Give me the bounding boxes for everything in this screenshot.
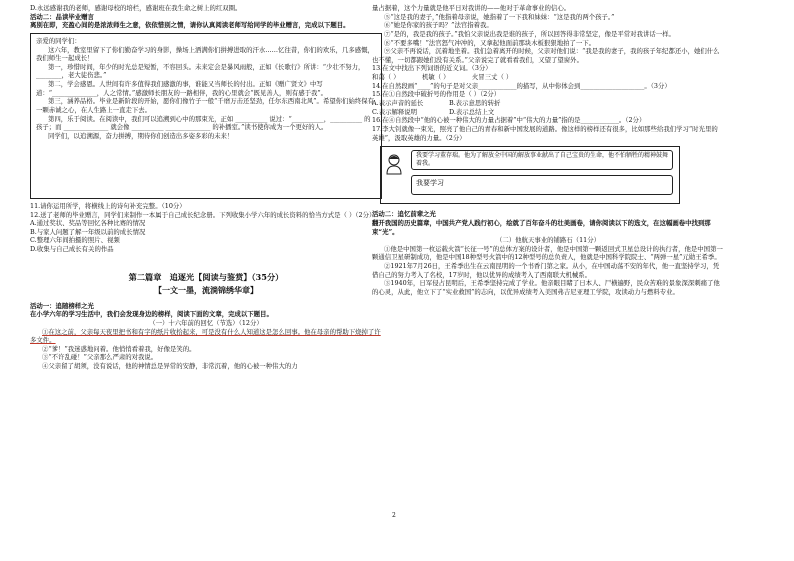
passage1-title: （一）十六年前的回忆（节选）（12分） (149, 318, 263, 327)
passage1-cont: 量占据着，这个力量就是他平日对我讲的——他对于革命事业的信心。 (372, 4, 571, 12)
activity1-title: 活动一：追随榜样之光 (30, 301, 94, 310)
answer-speech-bubble[interactable] (411, 175, 673, 195)
chapter-subtitle: 【一文一墨，流淌锦绣华章】 (154, 284, 258, 295)
passage1-para-1 (30, 328, 382, 345)
question-13: 13.在文中找出下列词语的近义词。（3分） (372, 64, 492, 73)
passage1-para-2: ②“爹！”我迷惑地问着。他悄悄看着我，好像是笑的。 (42, 344, 196, 353)
message-para-4: 第三，涵养品格。毕业是新阶段的开始，愿你们像竹子一般“千磨万击还坚劲，任尔东西南北风”。希望你们始终保有一颗赤诚之心，在人生路上一直走下去。 (36, 97, 375, 115)
hero-answer-box (380, 146, 680, 204)
passage2-para-3: ③1940年，日军侵占昆明后，王希季坚持完成了学业。他亲眼目睹了日本人、尸横遍野，民众苦难的景象深深刺痛了他的心灵，从此，他立下了“实业救国”的志向，以优异成绩考入美国弗吉尼亚理工学院，攻读动力与燃料专业。 (372, 279, 720, 297)
activity2-intro: 离别在即，充盈心间的是浓浓师生之意，依依惜别之情，请你认真阅读老师写给同学的毕业赠言，完成以下题目。 (30, 21, 350, 30)
message-para-3: 第二，学会感恩。人世间有许多值得我们感激的事，谁能又当师长的付出。正如《赠广贤文》中写道：“______________，人之常情。”感激师长朋友的一路相伴，我的心里就会“既见善人，则有感于我”。 (36, 80, 328, 97)
passage2-title: （二）他航天事业的铺路石（11分） (496, 236, 600, 245)
passage1-para-3: ③“不许乱碰！”父亲那么严肃的对我说。 (42, 353, 158, 362)
left-column (30, 4, 382, 371)
chapter-title: 第二篇章 追逐光【阅读与鉴赏】（35分） (128, 271, 284, 282)
passage1-para-5: ⑤“这是我的妻子，”他指着母亲说，她指着了一下我和妹妹：“这是我的两个孩子。” (384, 12, 615, 21)
question-11: 11.请你运用所学，将横线上的诗句补充完整。（10分） (30, 201, 186, 210)
passage1-para-1-text: ①在这之前，父亲每天夜里把书和有字的纸片收拾起来，可是没有什么人知道这是怎么回事。他在母亲的帮助下烧掉了许多文件。 (30, 327, 381, 345)
q15-options-row1: A.表示声音的延长 B.表示意思的转折 (372, 99, 501, 108)
page-number: 2 (392, 512, 396, 519)
answer-prompt: 我要学习 (416, 179, 444, 188)
q15-options-row2: C.表示解释说明 D.表示总结上文 (372, 107, 495, 116)
question-15: 15.在①自然段中破折号的作用是（ ）（2分） (372, 90, 501, 99)
activity1-intro: 在小学六年的学习生活中，我们会发现身边的榜样，阅读下面的文章，完成以下题目。 (30, 310, 273, 319)
passage2-para-2: ②1921年7月26日，王希季出生在云南昆明的一个书香门第之家。从小，在中国动荡不安的年代，他一直坚持学习，凭借自己的努力考入了名校，17岁时，他以优异的成绩考入了西南联大机械系。 (372, 262, 720, 279)
passage1-para-4: ④父亲留了胡须，没有说话，他的神情总是异常的安静，非常沉着，他的心被一种伟大的力 (42, 362, 298, 371)
q12-option-d: D.收集与自己成长有关的作品 (30, 245, 114, 254)
question-12: 12.送了老师的毕业赠言，同学们来制作一本属于自己成长纪念册。下列收集小学六年的成长资料的恰当方式是（ ）（2分） (30, 210, 376, 219)
answer-option-d: D.永远感谢我的老师，感谢母校的培栏，感谢班在我生命之树上的红双圈。 (30, 4, 242, 12)
passage1-para-9: ⑨父亲不再说话，沉着地坐着。我们急着离开的时候，父亲对他们说：“我是我的妻子，我的孩子年纪都还小，她们什么也不懂，一切都跟她们没有关系。”父亲说完了就看看我们，又望了望窗外。 (372, 47, 720, 64)
graduation-message-box (30, 33, 382, 199)
passage1-para-7: ⑦“是的，我是我的孩子。”我怕父亲说出我是谁的孩子，所以回答得非常坚定，像是平常对我讲话一样。 (384, 29, 675, 38)
passage1-para-8: ⑧“不要多嘴！”法官怒气冲冲的，又拿起他面前那块木板狠狠地拍了一下。 (384, 38, 596, 47)
right-column (372, 4, 724, 297)
q13-items: 和蔼（ ） 机敏（ ） 火冒三丈（ ） (372, 73, 513, 82)
example-speech-bubble: 我要学习董存瑞。他为了解放全中国的解放事业献出了自己宝贵的生命，他不怕牺牲的精神鼓舞着我。 (411, 150, 673, 170)
q12-option-a: A.通过奖状、奖品等回忆各种比赛的情况 (30, 219, 146, 228)
message-para-2: 第一，珍惜时间，年少的时光总是短暂，不容回头。未来定会是暴风雨般，正如《长歌行》所讲：“少壮不努力，________，老大徒伤悲。” (36, 62, 365, 80)
passage1-para-6: ⑥“她是你家的孩子吗？”法官指着我。 (384, 21, 493, 30)
question-17: 17.李大钊就像一束光，照亮了他自己的青春和新中国发展的道路。像这样的榜样还有很多，比如那些给我们学习“时光里的英雄”，汲取英雄的力量。（2分） (372, 124, 718, 142)
activity2b-intro: 翻开我国的历史篇章，中国共产党人践行初心，绘就了百年奋斗的壮美画卷，请你阅读以下的选文，在这幅画卷中找到那束“光”。 (372, 218, 711, 236)
question-16: 16.在④自然段中“他的心被一种伟大的力量占据着”中“伟大的力量”指的是____________。（2分） (372, 116, 646, 125)
message-closing: 同学们，以追溯源，奋力拼搏，期待你们创造出多姿多彩的未来！ (48, 131, 234, 140)
passage2-para-1: ①他是中国第一枚运载火箭“长征一号”的总体方案的设计者，他是中国第一颗返回式卫星总设计的执行者，他是中国第一颗通信卫星研制成功，他是中国18种型号火箭中的12种型号的总负责人，他就是中国科学院院士、“两弹一星”元勋王希季。 (372, 244, 723, 262)
message-greeting: 亲爱的同学们： (36, 36, 81, 45)
activity2-title: 活动二：品读毕业赠言 (30, 12, 94, 21)
message-para-1: 这六年，教室里留下了你们勤奋学习的身影，操场上洒满你们拼搏进取的汗水……忆往昔，你们的欢乐，几多感慨，我们师生一起成长！ (36, 45, 374, 63)
student-avatar-icon (385, 153, 403, 175)
question-14: 14.在自然段画“____”的句子是对父亲____________的描写，从中你体会到____________________。（3分） (372, 81, 671, 90)
message-para-5: 第四，乐于阅读。在阅读中，我们可以追溯到心中的那束光，正如 __________ 说过：“__________，__________ 的孩子；而 ______________ 就会像 __________ ______________ 的补播室。”读书使你成为一个更好的人。 (36, 114, 371, 132)
q12-option-b: B.与家人问题了解一年级以前的成长情况 (30, 227, 146, 236)
activity2b-title: 活动二：追忆前辈之光 (372, 210, 436, 219)
q12-option-c: C.整理六年间拍摄的照片、视频 (30, 236, 120, 245)
